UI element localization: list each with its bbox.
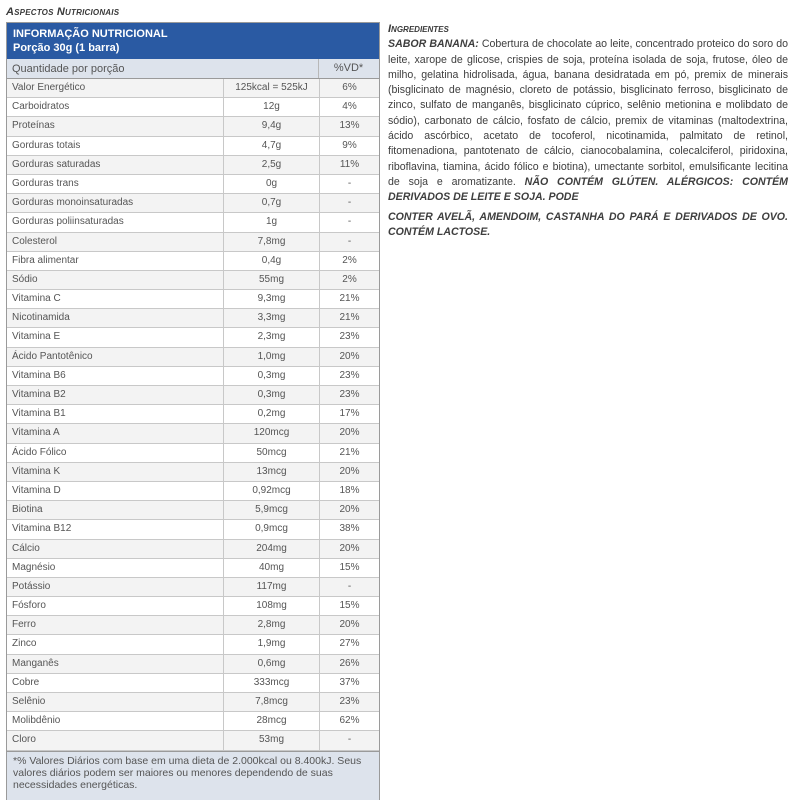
nutrient-vd: - [319, 578, 379, 596]
nutrient-name: Molibdênio [12, 715, 61, 727]
nutrient-name: Vitamina B2 [12, 389, 66, 400]
nutrient-vd: 20% [319, 463, 379, 481]
nutrient-name: Cloro [12, 734, 36, 746]
nutrient-name: Gorduras totais [12, 139, 81, 151]
nutrient-amount: 13mcg [223, 463, 319, 481]
nutrient-vd: - [319, 731, 379, 749]
nutrition-row [7, 674, 379, 693]
nutrition-row [7, 117, 379, 136]
nutrient-amount: 0,3mg [223, 386, 319, 404]
nutrient-vd: 2% [319, 252, 379, 270]
nutrient-name: Vitamina D [12, 484, 61, 496]
allergen-warning: CONTER AVELÃ, AMENDOIM, CASTANHA DO PARÁ E DERIVADOS DE OVO. CONTÉM LACTOSE. [388, 210, 788, 238]
nutrition-row [7, 444, 379, 463]
nutrient-amount: 117mg [223, 578, 319, 596]
nutrient-name: Cobre [12, 676, 40, 688]
nutrition-row [7, 79, 379, 98]
nutrient-vd: - [319, 213, 379, 231]
nutrition-row [7, 194, 379, 213]
nutrient-name: Potássio [12, 580, 51, 592]
nutrition-row [7, 233, 379, 252]
nutrient-name: Magnésio [12, 561, 56, 573]
nutrient-amount: 5,9mcg [223, 501, 319, 519]
nutrient-amount: 12g [223, 98, 319, 116]
nutrient-vd: 20% [319, 424, 379, 442]
nutrition-column-headers [7, 59, 379, 79]
nutrient-name: Vitamina B1 [12, 408, 66, 420]
serving-size: Porção 30g (1 barra) [13, 42, 120, 54]
nutrient-vd: 13% [319, 117, 379, 135]
nutrient-name: Proteínas [12, 120, 55, 132]
nutrient-name: Ferro [12, 619, 36, 631]
nutrient-name: Cálcio [12, 542, 40, 554]
nutrient-amount: 125kcal = 525kJ [223, 79, 319, 97]
nutrient-amount: 2,5g [223, 156, 319, 174]
nutrient-amount: 0,7g [223, 194, 319, 212]
nutrient-amount: 0,3mg [223, 367, 319, 385]
nutrition-row [7, 693, 379, 712]
nutrient-amount: 3,3mg [223, 309, 319, 327]
nutrient-vd: - [319, 175, 379, 193]
nutrient-vd: 2% [319, 271, 379, 289]
nutrient-name: Vitamina B6 [12, 369, 66, 381]
nutrition-row [7, 348, 379, 367]
nutrition-row [7, 252, 379, 271]
nutrition-row [7, 635, 379, 654]
nutrient-name: Carboidratos [12, 101, 70, 113]
nutrition-row [7, 424, 379, 443]
nutrient-amount: 7,8mg [223, 233, 319, 251]
nutrient-name: Sódio [12, 273, 38, 285]
nutrition-header-title: INFORMAÇÃO NUTRICIONAL [13, 28, 168, 40]
nutrient-name: Ácido Fólico [12, 446, 67, 458]
nutrient-vd: 38% [319, 520, 379, 538]
nutrition-row [7, 578, 379, 597]
nutrient-vd: 9% [319, 137, 379, 155]
nutrient-amount: 0,6mg [223, 655, 319, 673]
nutrient-amount: 0g [223, 175, 319, 193]
nutrient-amount: 0,4g [223, 252, 319, 270]
nutrient-vd: 20% [319, 616, 379, 634]
nutrient-amount: 9,4g [223, 117, 319, 135]
nutrition-row [7, 271, 379, 290]
column-quantity-header: Quantidade por porção [12, 62, 125, 75]
nutrient-vd: 4% [319, 98, 379, 116]
nutrition-row [7, 482, 379, 501]
nutrient-vd: 21% [319, 309, 379, 327]
nutrient-amount: 1g [223, 213, 319, 231]
nutrient-name: Selênio [12, 696, 46, 707]
nutrient-name: Fósforo [12, 600, 46, 612]
nutrition-row [7, 463, 379, 482]
nutrient-name: Gorduras saturadas [12, 158, 101, 170]
nutrition-row [7, 655, 379, 674]
nutrient-vd: 23% [319, 386, 379, 404]
nutrient-vd: 23% [319, 367, 379, 385]
nutrient-name: Nicotinamida [12, 312, 70, 324]
nutrient-name: Gorduras monoinsaturadas [12, 197, 134, 209]
gluten-allergen-note: NÃO CONTÉM GLÚTEN. ALÉRGICOS: CONTÉM DERIVADOS DE LEITE E SOJA. PODE [388, 175, 788, 204]
nutrition-row [7, 328, 379, 347]
nutrient-amount: 2,3mg [223, 328, 319, 346]
nutrient-vd: 23% [319, 328, 379, 346]
nutrient-name: Zinco [12, 638, 37, 650]
nutrient-vd: 21% [319, 444, 379, 462]
nutrient-vd: 23% [319, 693, 379, 711]
nutrient-amount: 28mcg [223, 712, 319, 730]
nutrient-vd: - [319, 233, 379, 251]
column-vd-header: %VD* [318, 59, 378, 78]
nutrient-vd: 21% [319, 290, 379, 308]
nutrient-vd: 15% [319, 559, 379, 577]
nutrition-row [7, 712, 379, 731]
nutrition-row [7, 98, 379, 117]
nutrition-facts-panel [6, 22, 380, 800]
nutrient-vd: 27% [319, 635, 379, 653]
nutrient-name: Vitamina A [12, 427, 60, 439]
nutrient-name: Vitamina E [12, 331, 61, 343]
nutrition-row [7, 501, 379, 520]
nutrient-amount: 204mg [223, 540, 319, 558]
nutrient-vd: 11% [319, 156, 379, 174]
nutrient-vd: 6% [319, 79, 379, 97]
nutrition-rows [7, 79, 379, 751]
nutrition-row [7, 616, 379, 635]
ingredients-section [388, 22, 788, 240]
nutrition-row [7, 175, 379, 194]
nutrient-vd: 18% [319, 482, 379, 500]
nutrient-vd: 20% [319, 501, 379, 519]
nutrient-amount: 0,9mcg [223, 520, 319, 538]
nutrient-vd: 15% [319, 597, 379, 615]
nutrition-row [7, 290, 379, 309]
nutrient-name: Fibra alimentar [12, 254, 79, 266]
nutrient-name: Biotina [12, 504, 43, 516]
nutrient-amount: 2,8mg [223, 616, 319, 634]
nutrient-amount: 1,0mg [223, 348, 319, 366]
nutrition-row [7, 156, 379, 175]
nutrient-amount: 333mcg [223, 674, 319, 692]
nutrient-amount: 108mg [223, 597, 319, 615]
flavor-label: SABOR BANANA: [388, 38, 479, 51]
nutrient-vd: 20% [319, 540, 379, 558]
nutrient-vd: 17% [319, 405, 379, 423]
section-title: Aspectos Nutricionais [6, 6, 120, 18]
nutrient-amount: 1,9mg [223, 635, 319, 653]
nutrition-header [7, 23, 379, 59]
nutrient-name: Vitamina C [12, 293, 61, 305]
nutrient-vd: 26% [319, 655, 379, 673]
nutrient-amount: 9,3mg [223, 290, 319, 308]
nutrient-amount: 55mg [223, 271, 319, 289]
nutrient-vd: 37% [319, 674, 379, 692]
nutrient-vd: - [319, 194, 379, 212]
nutrient-name: Gorduras trans [12, 177, 79, 189]
nutrition-row [7, 405, 379, 424]
nutrition-footnote: *% Valores Diários com base em uma dieta de 2.000kcal ou 8.400kJ. Seus valores diários podem ser maiores ou menores dependendo de suas necessidades energéticas. [7, 751, 379, 800]
nutrient-amount: 40mg [223, 559, 319, 577]
nutrient-amount: 4,7g [223, 137, 319, 155]
nutrient-amount: 0,2mg [223, 405, 319, 423]
nutrient-name: Manganês [12, 657, 59, 669]
nutrient-name: Gorduras poliinsaturadas [12, 216, 124, 228]
nutrient-amount: 53mg [223, 731, 319, 749]
nutrition-row [7, 520, 379, 539]
nutrient-amount: 0,92mcg [223, 482, 319, 500]
nutrient-name: Ácido Pantotênico [12, 350, 93, 362]
nutrition-row [7, 559, 379, 578]
nutrient-name: Valor Energético [12, 82, 86, 93]
nutrition-row [7, 386, 379, 405]
nutrient-name: Colesterol [12, 235, 58, 247]
nutrient-amount: 50mcg [223, 444, 319, 462]
nutrient-name: Vitamina K [12, 465, 61, 477]
ingredients-title: Ingredientes [388, 23, 449, 35]
nutrient-amount: 7,8mcg [223, 693, 319, 711]
nutrition-row [7, 137, 379, 156]
nutrition-row [7, 309, 379, 328]
nutrient-name: Vitamina B12 [12, 523, 72, 535]
nutrition-row [7, 597, 379, 616]
nutrition-row [7, 367, 379, 386]
nutrient-vd: 62% [319, 712, 379, 730]
ingredients-list: Cobertura de chocolate ao leite, concentrado proteico do soro do leite, xarope de glicose, crispies de soja, proteína isolada de soja, frutose, óleo de milho, gelatina hidrolisada, água, banana desidratada em pó, premix de minerais (bisglicinato de magnésio, cloreto de potássio, bisglicinato ferroso, bisglicinato de zinco, sulfato de manganês, bisglicinato cúprico, selênio metionina e molibdato de sódio), carbonato de cálcio, fosfato de cálcio, premix de vitaminas (maltodextrina, ácido ascórbico, acetato de tocoferol, nicotinamida, palmitato de retinol, fitomenadiona, pantotenato de cálcio, cianocobalamina, colecalciferol, piridoxina, riboflavina, tiamina, ácido fólico e biotina), umectante sorbitol, emulsificante lecitina de soja e aromatizante. [388, 38, 788, 188]
ingredients-text [388, 37, 788, 205]
nutrient-amount: 120mcg [223, 424, 319, 442]
nutrition-row [7, 731, 379, 750]
nutrition-row [7, 213, 379, 232]
nutrient-vd: 20% [319, 348, 379, 366]
nutrition-row [7, 540, 379, 559]
